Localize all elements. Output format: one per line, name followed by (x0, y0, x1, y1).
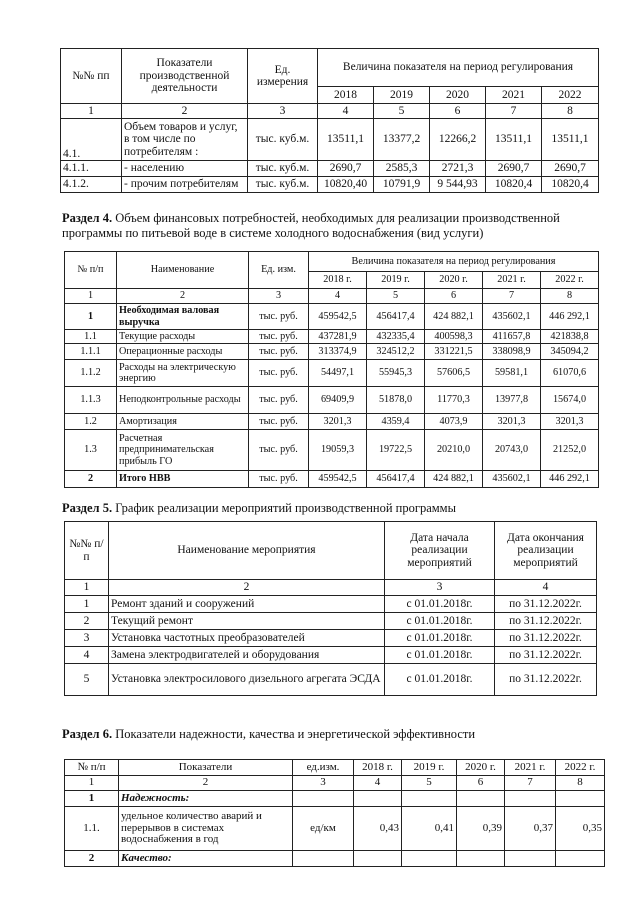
table-row (65, 344, 599, 360)
section-row (65, 851, 605, 867)
row-value: 4073,9 (425, 414, 483, 430)
row-start: с 01.01.2018г. (385, 596, 495, 613)
header-year: 2019 г. (367, 272, 425, 289)
row-value: 331221,5 (425, 344, 483, 360)
row-num: 3 (65, 630, 109, 647)
column-number: 1 (65, 776, 119, 791)
header-end: Дата окончания реализации мероприятий (495, 522, 597, 580)
row-value: 411657,8 (483, 330, 541, 344)
row-value: 435602,1 (483, 471, 541, 488)
row-name: Объем товаров и услуг, в том числе по потребителям : (122, 119, 248, 161)
column-number: 6 (425, 289, 483, 304)
section-5-text: График реализации мероприятий производственной программы (115, 501, 456, 515)
header-year: 2018 (318, 87, 374, 104)
row-start: с 01.01.2018г. (385, 630, 495, 647)
row-value: 13377,2 (374, 119, 430, 161)
header-period: Величина показателя на период регулирования (309, 252, 599, 272)
column-number: 1 (65, 580, 109, 596)
header-unit: Ед. изм. (249, 252, 309, 289)
section-6-heading (62, 727, 582, 742)
column-number: 8 (541, 289, 599, 304)
row-value: 57606,5 (425, 360, 483, 387)
row-end: по 31.12.2022г. (495, 647, 597, 664)
row-num: 1.1 (65, 330, 117, 344)
header-year: 2022 г. (541, 272, 599, 289)
header-year: 2018 г. (354, 760, 402, 776)
row-value: 19059,3 (309, 430, 367, 471)
column-numbers-row (65, 289, 599, 304)
table-row (65, 387, 599, 414)
row-unit: тыс. руб. (249, 414, 309, 430)
column-number: 7 (486, 104, 542, 119)
row-value: 2721,3 (430, 161, 486, 177)
column-number: 8 (542, 104, 599, 119)
row-value: 15674,0 (541, 387, 599, 414)
header-name: Наименование мероприятия (109, 522, 385, 580)
row-value: 424 882,1 (425, 471, 483, 488)
row-value: 437281,9 (309, 330, 367, 344)
row-value: 10820,40 (318, 177, 374, 193)
row-unit: ед/км (293, 807, 354, 851)
row-value: 51878,0 (367, 387, 425, 414)
row-value: 19722,5 (367, 430, 425, 471)
row-end: по 31.12.2022г. (495, 664, 597, 696)
row-value: 21252,0 (541, 430, 599, 471)
row-num: 1.1.1 (65, 344, 117, 360)
row-value: 61070,6 (541, 360, 599, 387)
section-row (65, 791, 605, 807)
column-number: 1 (65, 289, 117, 304)
row-unit: тыс. руб. (249, 387, 309, 414)
row-num: 1.1.2 (65, 360, 117, 387)
row-num: 2 (65, 851, 119, 867)
header-name: Наименование (117, 252, 249, 289)
row-unit: тыс. куб.м. (248, 177, 318, 193)
column-number: 7 (505, 776, 556, 791)
column-number: 2 (119, 776, 293, 791)
column-number: 3 (248, 104, 318, 119)
section-title: Качество: (119, 851, 293, 867)
row-num: 4.1. (61, 119, 122, 161)
header-year: 2020 г. (425, 272, 483, 289)
section-4-heading (62, 211, 582, 241)
row-unit: тыс. куб.м. (248, 161, 318, 177)
row-unit: тыс. руб. (249, 360, 309, 387)
row-name: Амортизация (117, 414, 249, 430)
table-row (61, 177, 599, 193)
row-num: 1.2 (65, 414, 117, 430)
row-value: 55945,3 (367, 360, 425, 387)
row-start: с 01.01.2018г. (385, 647, 495, 664)
table-row (61, 119, 599, 161)
column-number: 2 (109, 580, 385, 596)
production-indicators-table (60, 48, 599, 193)
table-row (65, 630, 597, 647)
row-value: 446 292,1 (541, 471, 599, 488)
column-number: 3 (249, 289, 309, 304)
row-value: 13511,1 (542, 119, 599, 161)
row-value: 12266,2 (430, 119, 486, 161)
column-number: 7 (483, 289, 541, 304)
header-name: Показатели производственной деятельности (122, 49, 248, 104)
section-6-text: Показатели надежности, качества и энергетической эффективности (115, 727, 476, 741)
row-value: 2585,3 (374, 161, 430, 177)
row-value: 11770,3 (425, 387, 483, 414)
header-year: 2019 г. (402, 760, 457, 776)
column-number: 4 (495, 580, 597, 596)
row-unit: тыс. руб. (249, 471, 309, 488)
row-value: 13977,8 (483, 387, 541, 414)
column-numbers-row (65, 776, 605, 791)
row-value: 10820,4 (486, 177, 542, 193)
row-value: 13511,1 (318, 119, 374, 161)
row-unit: тыс. руб. (249, 304, 309, 330)
table-row (65, 360, 599, 387)
section-title: Надежность: (119, 791, 293, 807)
row-name: Текущий ремонт (109, 613, 385, 630)
row-value: 10820,4 (542, 177, 599, 193)
column-number: 8 (556, 776, 605, 791)
column-number: 6 (430, 104, 486, 119)
column-number: 5 (367, 289, 425, 304)
row-name: Итого НВВ (117, 471, 249, 488)
row-name: Установка электросилового дизельного агрегата ЭСДА (109, 664, 385, 696)
column-number: 2 (117, 289, 249, 304)
section-5-label: Раздел 5. (62, 501, 113, 515)
row-num: 1 (65, 304, 117, 330)
column-number: 3 (293, 776, 354, 791)
column-number: 4 (309, 289, 367, 304)
row-num: 5 (65, 664, 109, 696)
financial-needs-table (64, 251, 599, 488)
section-4-label: Раздел 4. (62, 211, 113, 225)
table-row (61, 161, 599, 177)
header-num: №№ пп (61, 49, 122, 104)
row-value: 0,43 (354, 807, 402, 851)
row-value: 345094,2 (541, 344, 599, 360)
row-name: Расходы на электрическую энергию (117, 360, 249, 387)
row-name: Ремонт зданий и сооружений (109, 596, 385, 613)
header-year: 2020 (430, 87, 486, 104)
header-period: Величина показателя на период регулирования (318, 49, 599, 87)
column-number: 5 (402, 776, 457, 791)
row-value: 3201,3 (309, 414, 367, 430)
row-num: 4.1.1. (61, 161, 122, 177)
row-value: 10791,9 (374, 177, 430, 193)
row-name: удельное количество аварий и перерывов в системах водоснабжения в год (119, 807, 293, 851)
row-value: 421838,8 (541, 330, 599, 344)
row-value: 20743,0 (483, 430, 541, 471)
header-year: 2021 г. (505, 760, 556, 776)
table-row (65, 647, 597, 664)
header-num: № п/п (65, 252, 117, 289)
row-value: 2690,7 (486, 161, 542, 177)
header-year: 2019 (374, 87, 430, 104)
header-unit: Ед. измерения (248, 49, 318, 104)
row-unit: тыс. руб. (249, 330, 309, 344)
section-6-label: Раздел 6. (62, 727, 113, 741)
row-value: 435602,1 (483, 304, 541, 330)
row-value: 9 544,93 (430, 177, 486, 193)
table-row (65, 430, 599, 471)
row-name: Расчетная предпринимательская прибыль ГО (117, 430, 249, 471)
row-num: 1.1.3 (65, 387, 117, 414)
row-value: 0,39 (457, 807, 505, 851)
header-year: 2022 г. (556, 760, 605, 776)
row-value: 13511,1 (486, 119, 542, 161)
row-name: Установка частотных преобразователей (109, 630, 385, 647)
row-value: 400598,3 (425, 330, 483, 344)
table-row (65, 613, 597, 630)
header-unit: ед.изм. (293, 760, 354, 776)
row-name: Операционные расходы (117, 344, 249, 360)
row-num: 2 (65, 613, 109, 630)
row-value: 432335,4 (367, 330, 425, 344)
row-name: Неподконтрольные расходы (117, 387, 249, 414)
reliability-indicators-table (64, 759, 605, 867)
row-value: 459542,5 (309, 471, 367, 488)
row-num: 4 (65, 647, 109, 664)
row-num: 2 (65, 471, 117, 488)
row-value: 424 882,1 (425, 304, 483, 330)
row-end: по 31.12.2022г. (495, 630, 597, 647)
row-value: 0,41 (402, 807, 457, 851)
row-value: 3201,3 (541, 414, 599, 430)
row-value: 324512,2 (367, 344, 425, 360)
row-num: 1.1. (65, 807, 119, 851)
row-name: Замена электродвигателей и оборудования (109, 647, 385, 664)
row-start: с 01.01.2018г. (385, 664, 495, 696)
header-num: № п/п (65, 760, 119, 776)
row-num: 1 (65, 596, 109, 613)
column-number: 5 (374, 104, 430, 119)
row-value: 456417,4 (367, 471, 425, 488)
table-row (65, 596, 597, 613)
column-number: 3 (385, 580, 495, 596)
header-start: Дата начала реализации мероприятий (385, 522, 495, 580)
row-value: 2690,7 (318, 161, 374, 177)
row-value: 3201,3 (483, 414, 541, 430)
section-4-text: Объем финансовых потребностей, необходимых для реализации производственной программы по питьевой воде в системе холодного водоснабжения (вид услуги) (62, 211, 560, 240)
row-end: по 31.12.2022г. (495, 613, 597, 630)
row-name: Необходимая валовая выручка (117, 304, 249, 330)
table-row (65, 471, 599, 488)
table-row (65, 414, 599, 430)
row-value: 20210,0 (425, 430, 483, 471)
row-unit: тыс. руб. (249, 430, 309, 471)
row-value: 69409,9 (309, 387, 367, 414)
row-value: 0,35 (556, 807, 605, 851)
header-year: 2021 (486, 87, 542, 104)
header-name: Показатели (119, 760, 293, 776)
column-number: 6 (457, 776, 505, 791)
column-number: 2 (122, 104, 248, 119)
table-row (65, 807, 605, 851)
row-unit: тыс. куб.м. (248, 119, 318, 161)
row-value: 54497,1 (309, 360, 367, 387)
row-num: 1 (65, 791, 119, 807)
header-num: №№ п/п (65, 522, 109, 580)
column-number: 4 (318, 104, 374, 119)
row-unit: тыс. руб. (249, 344, 309, 360)
events-schedule-table (64, 521, 597, 696)
row-value: 2690,7 (542, 161, 599, 177)
row-value: 446 292,1 (541, 304, 599, 330)
header-year: 2022 (542, 87, 599, 104)
row-value: 459542,5 (309, 304, 367, 330)
row-name: - населению (122, 161, 248, 177)
header-year: 2020 г. (457, 760, 505, 776)
row-name: - прочим потребителям (122, 177, 248, 193)
header-year: 2018 г. (309, 272, 367, 289)
row-start: с 01.01.2018г. (385, 613, 495, 630)
row-value: 338098,9 (483, 344, 541, 360)
row-value: 4359,4 (367, 414, 425, 430)
row-num: 1.3 (65, 430, 117, 471)
header-year: 2021 г. (483, 272, 541, 289)
table-row (65, 330, 599, 344)
row-num: 4.1.2. (61, 177, 122, 193)
row-name: Текущие расходы (117, 330, 249, 344)
row-end: по 31.12.2022г. (495, 596, 597, 613)
column-numbers-row (65, 580, 597, 596)
row-value: 0,37 (505, 807, 556, 851)
column-numbers-row (61, 104, 599, 119)
column-number: 4 (354, 776, 402, 791)
table-row (65, 304, 599, 330)
row-value: 456417,4 (367, 304, 425, 330)
table-row (65, 664, 597, 696)
column-number: 1 (61, 104, 122, 119)
section-5-heading (62, 501, 582, 516)
row-value: 59581,1 (483, 360, 541, 387)
row-value: 313374,9 (309, 344, 367, 360)
